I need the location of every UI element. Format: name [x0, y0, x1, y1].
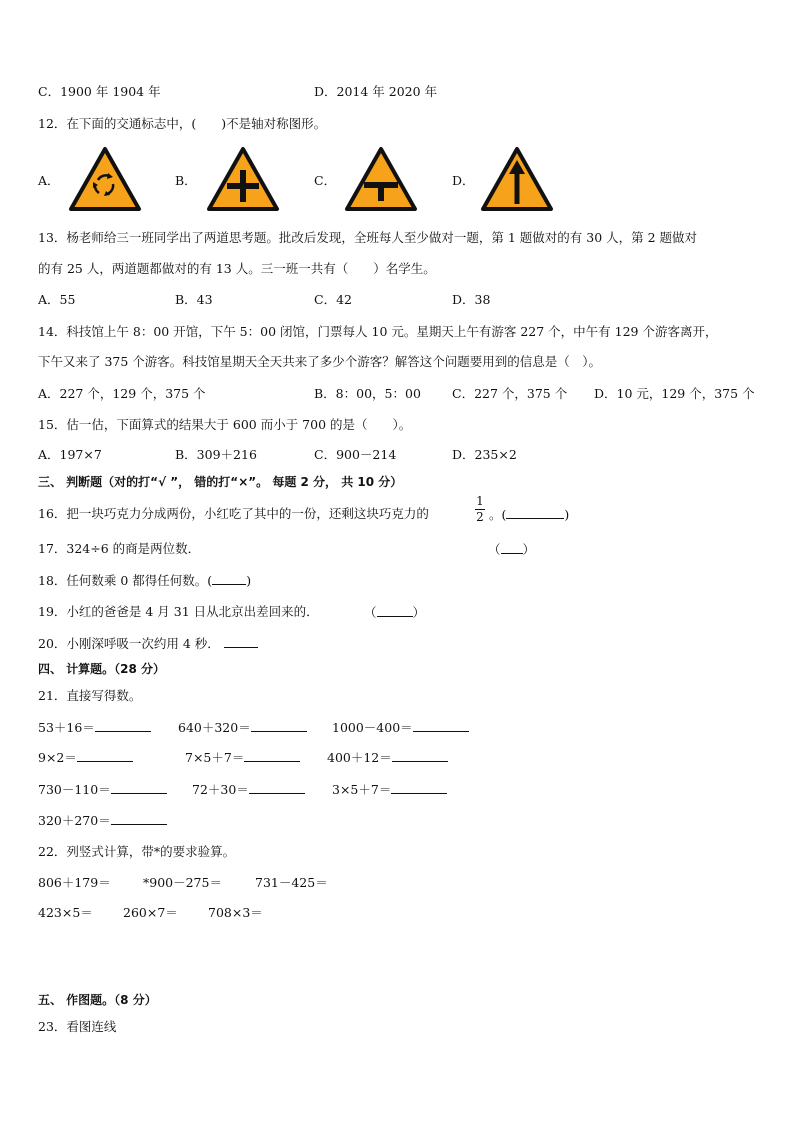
answer-blank[interactable]: [413, 719, 469, 732]
crossroad-sign-icon: [206, 146, 280, 212]
q16-fraction: [474, 495, 486, 524]
q21-expression: 9×2＝: [38, 750, 77, 765]
straight-ahead-sign-icon: [480, 146, 554, 212]
q21-item: [38, 749, 133, 766]
q12-label-a: A．: [38, 173, 60, 188]
q11-option-c: C．1900 年 1904 年: [38, 84, 161, 99]
q14-option-a: A．227 个，129 个，375 个: [38, 386, 206, 401]
q15-option-d: D．235×2: [452, 447, 517, 462]
q13-option-d: D．38: [452, 292, 491, 307]
q18-text: [38, 572, 251, 589]
q19-text: 19．小红的爸爸是 4 月 31 日从北京出差回来的．: [38, 604, 319, 619]
q15-option-c: C．900－214: [314, 447, 397, 462]
answer-blank[interactable]: [392, 749, 448, 762]
q21-expression: 320＋270＝: [38, 813, 111, 828]
section-5-heading: 五、 作图题。（8 分）: [38, 993, 157, 1007]
roundabout-sign-icon: [68, 146, 142, 212]
q21-item: [38, 812, 167, 829]
q21-expression: 730－110＝: [38, 782, 111, 797]
q14-option-b: B．8：00，5：00: [314, 386, 421, 401]
q21-expression: 7×5＋7＝: [185, 750, 245, 765]
q18-answer-blank[interactable]: [212, 572, 246, 585]
q14-option-c: C．227 个，375 个: [452, 386, 568, 401]
q16-fraction-denominator: 2: [476, 510, 484, 524]
q15-option-b: B．309＋216: [175, 447, 257, 462]
q21-expression: 640＋320＝: [178, 720, 251, 735]
q19-open-paren: （: [364, 605, 377, 620]
q21-item: [327, 749, 448, 766]
q14-option-d: D．10 元，129 个，375 个: [594, 386, 755, 401]
answer-blank[interactable]: [111, 812, 167, 825]
q16-answer-blank[interactable]: [506, 506, 564, 519]
q21-expression: 1000－400＝: [332, 720, 413, 735]
q21-item: [38, 719, 151, 736]
q21-expression: 3×5＋7＝: [332, 782, 392, 797]
q22-item: 260×7＝: [123, 905, 178, 920]
q13-option-c: C．42: [314, 292, 352, 307]
q23-stem: 23．看图连线: [38, 1019, 117, 1034]
q16-answer: [489, 506, 569, 523]
section-3-heading: 三、 判断题（对的打“√ ”， 错的打“×”。 每题 2 分， 共 10 分）: [38, 475, 403, 489]
q21-expression: 72＋30＝: [192, 782, 249, 797]
q21-expression: 400＋12＝: [327, 750, 392, 765]
q22-stem: 22．列竖式计算，带*的要求验算。: [38, 844, 236, 859]
q15-stem: 15．估一估，下面算式的结果大于 600 而小于 700 的是（ ）。: [38, 417, 412, 432]
q20-answer-blank[interactable]: [224, 635, 258, 648]
q18-close-paren: ): [246, 573, 252, 588]
q20-text: [38, 635, 258, 652]
answer-blank[interactable]: [244, 749, 300, 762]
q22-item: 731－425＝: [255, 875, 328, 890]
q18-stem: 18．任何数乘 0 都得任何数。(: [38, 573, 213, 588]
q22-item: 806＋179＝: [38, 875, 111, 890]
q17-open-paren: （: [488, 542, 501, 557]
q19-answer-blank[interactable]: [377, 604, 413, 617]
q21-stem: 21．直接写得数。: [38, 688, 142, 703]
q19-close-paren: ）: [412, 605, 426, 620]
q21-item: [192, 781, 305, 798]
q13-line2: 的有 25 人，两道题都做对的有 13 人。三一班一共有（ ）名学生。: [38, 261, 436, 276]
q16-open-paren: 。(: [489, 507, 507, 522]
q12-label-d: D．: [452, 173, 475, 188]
q21-item: [38, 781, 167, 798]
q12-label-b: B．: [175, 173, 197, 188]
answer-blank[interactable]: [391, 781, 447, 794]
q17-answer: [488, 541, 535, 558]
q15-option-a: A．197×7: [38, 447, 102, 462]
q21-item: [332, 719, 469, 736]
q17-answer-blank[interactable]: [501, 541, 523, 554]
answer-blank[interactable]: [249, 781, 305, 794]
q17-close-paren: ）: [522, 542, 536, 557]
q21-item: [185, 749, 300, 766]
answer-blank[interactable]: [251, 719, 307, 732]
answer-blank[interactable]: [77, 749, 133, 762]
q16-text: 16．把一块巧克力分成两份，小红吃了其中的一份，还剩这块巧克力的: [38, 506, 429, 521]
q16-fraction-numerator: 1: [476, 494, 484, 508]
q13-line1: 13．杨老师给三一班同学出了两道思考题。批改后发现，全班每人至少做对一题，第 1 题做对的有 30 人，第 2 题做对: [38, 230, 698, 245]
q14-line1: 14．科技馆上午 8：00 开馆，下午 5：00 闭馆，门票每人 10 元。星期天上午有游客 227 个，中午有 129 个游客离开，: [38, 324, 718, 339]
q22-item: 708×3＝: [208, 905, 263, 920]
answer-blank[interactable]: [111, 781, 167, 794]
q14-line2: 下午又来了 375 个游客。科技馆星期天全天共来了多少个游客？解答这个问题要用到的信息是（ ）。: [38, 354, 602, 369]
section-4-heading: 四、 计算题。（28 分）: [38, 662, 166, 676]
q13-option-a: A．55: [38, 292, 76, 307]
q13-option-b: B．43: [175, 292, 213, 307]
q16-close-paren: ): [564, 507, 570, 522]
q20-stem: 20．小刚深呼吸一次约用 4 秒．: [38, 636, 220, 651]
q11-option-d: D．2014 年 2020 年: [314, 84, 438, 99]
q22-item: *900－275＝: [143, 875, 222, 890]
q21-item: [332, 781, 447, 798]
q21-expression: 53＋16＝: [38, 720, 95, 735]
q19-answer: [364, 604, 425, 621]
q17-text: 17．324÷6 的商是两位数．: [38, 541, 201, 556]
t-junction-sign-icon: [344, 146, 418, 212]
q12-label-c: C．: [314, 173, 337, 188]
q22-item: 423×5＝: [38, 905, 93, 920]
q12-stem: 12．在下面的交通标志中，( )不是轴对称图形。: [38, 116, 327, 131]
q21-item: [178, 719, 307, 736]
answer-blank[interactable]: [95, 719, 151, 732]
